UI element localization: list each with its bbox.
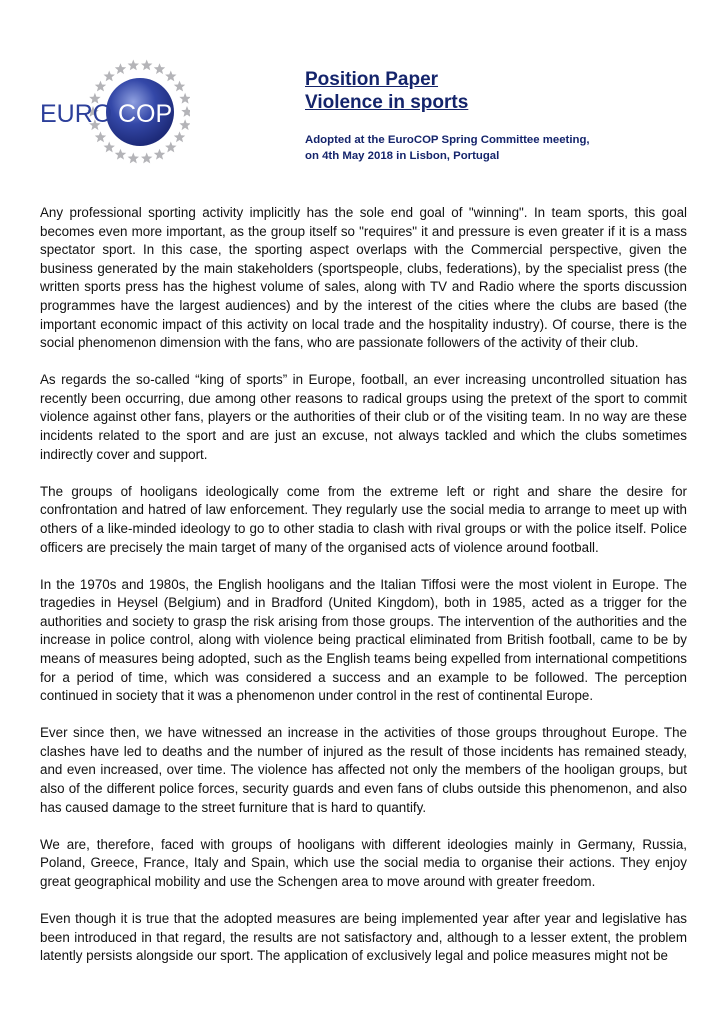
logo-text-euro: EURO [40, 100, 113, 128]
star-icon [95, 131, 106, 142]
star-icon [104, 142, 115, 153]
star-icon [154, 63, 165, 74]
eurocop-logo [40, 52, 190, 172]
star-icon [165, 71, 176, 82]
star-icon [141, 60, 152, 71]
paragraph: The groups of hooligans ideologically come from the extreme left or right and share the desire for confrontation and hatred of law enforcement. They regularly use the social media to arrange to meet up with others of a like-minded ideology to go to other stadia to clash with rival groups or with the police itself. Police officers are precisely the main target of many of the organised acts of violence around football. [40, 483, 687, 555]
document-body [40, 204, 687, 984]
star-icon [115, 63, 126, 74]
star-icon [174, 131, 185, 142]
paragraph: We are, therefore, faced with groups of hooligans with different ideologies mainly in Germany, Russia, Poland, Greece, France, Italy and Spain, which use the social media to organise their actions. They enjoy great geographical mobility and use the Schengen area to move around with greater freedom. [40, 836, 687, 889]
star-icon [179, 119, 190, 130]
eurocop-logo-graphic [40, 52, 190, 172]
star-icon [128, 153, 139, 164]
paragraph: Any professional sporting activity implicitly has the sole end goal of "winning". In team sports, this goal becomes even more important, as the group itself so "requires" it and pressure is even greater if it is a mass spectator sport. In this case, the sporting aspect overlaps with the Commercial perspective, given the business generated by the main stakeholders (sportspeople, clubs, federations), by the specialist press (the written sports press has the highest volume of sales, along with TV and Radio where the sports discussion programmes have the largest audiences) and by the interest of the cities where the clubs are based (the important economic impact of this activity on local trade and the hospitality industry). Of course, there is the social phenomenon dimension with the fans, who are passionate followers of the activity of their club. [40, 205, 687, 351]
star-icon [174, 81, 185, 92]
star-icon [165, 142, 176, 153]
paragraph: As regards the so-called “king of sports” in Europe, football, an ever increasing uncontrolled situation has recently been occurring, due among other reasons to radical groups using the pretext of the sport to commit violence against other fans, players or the authorities of their club or of the visiting team. In no way are these incidents related to the sport and are just an excuse, not always tackled and which the clubs sometimes indirectly cover and support. [40, 372, 687, 462]
logo-text-cop: COP [118, 100, 173, 128]
star-icon [181, 106, 190, 117]
title-line-1: Position Paper [305, 69, 439, 90]
star-icon [115, 149, 126, 160]
adopted-line-1: Adopted at the EuroCOP Spring Committee meeting, [305, 134, 590, 146]
adopted-line-2: on 4th May 2018 in Lisbon, Portugal [305, 150, 500, 162]
paragraph: In the 1970s and 1980s, the English hooligans and the Italian Tiffosi were the most violent in Europe. The tragedies in Heysel (Belgium) and in Bradford (United Kingdom), both in 1985, acted as a trigger for the authorities and society to grasp the risk arising from those groups. The intervention of the authorities and the increase in police control, along with violence being practical eliminated from British football, came to be by means of measures being adopted, such as the English teams being expelled from international competitions for a period of time, which was considered a success and an example to be followed. The perception continued in society that it was a phenomenon under control in the rest of continental Europe. [40, 576, 687, 704]
star-icon [128, 60, 139, 71]
star-icon [95, 81, 106, 92]
paragraph: Ever since then, we have witnessed an increase in the activities of those groups throughout Europe. The clashes have led to deaths and the number of injured as the result of those incidents has remained steady, and even increased, over time. The violence has affected not only the members of the hooligan groups, but also of the different police forces, security guards and even fans of clubs outside this phenomenon, and also has caused damage to the street furniture that is hard to quantify. [40, 725, 687, 815]
star-icon [179, 93, 190, 104]
title-line-2: Violence in sports [305, 92, 469, 113]
adopted-note [305, 132, 590, 164]
document-header [305, 68, 590, 164]
star-icon [141, 153, 152, 164]
star-icon [154, 149, 165, 160]
paragraph: Even though it is true that the adopted measures are being implemented year after year and legislative has been introduced in that regard, the results are not satisfactory and, although to a lesser extent, the problem latently persists alongside our sport. The application of exclusively legal and police measures might not be [40, 911, 687, 964]
star-icon [104, 71, 115, 82]
